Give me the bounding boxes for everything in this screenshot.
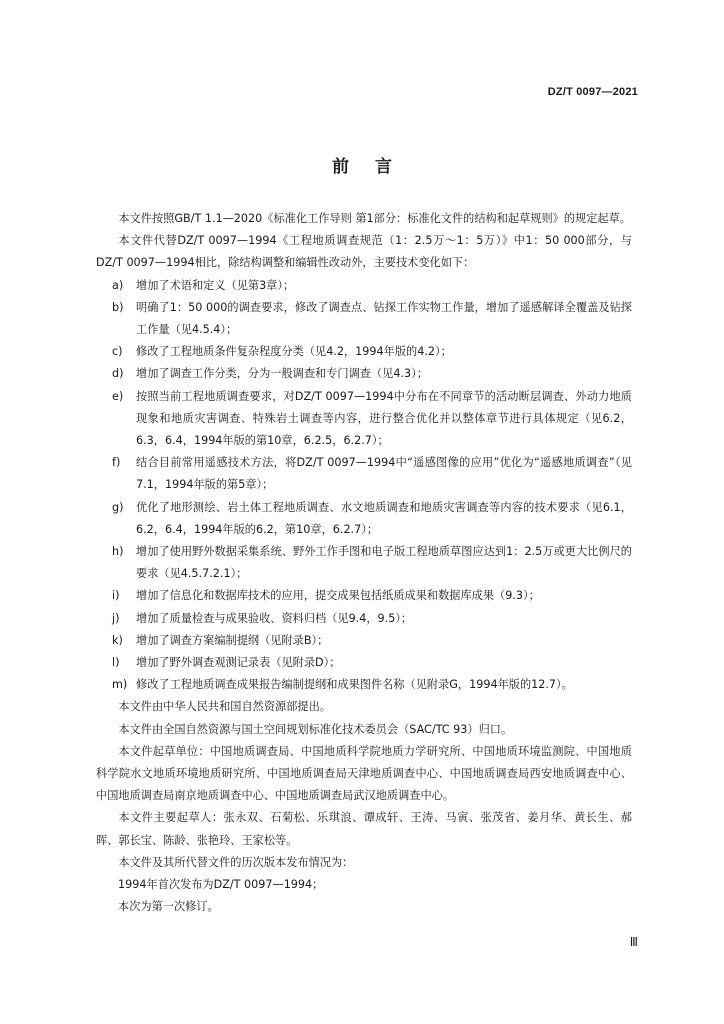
list-item	[96, 275, 632, 297]
list-item-text: 增加了调查方案编制提纲（见附录B）；	[136, 633, 329, 647]
proposer-paragraph: 本文件由中华人民共和国自然资源部提出。	[118, 700, 331, 714]
list-item	[96, 452, 632, 496]
list-item-text: 明确了1：50 000的调查要求，修改了调查点、钻探工作实物工作量，增加了遥感解译全覆盖及钻探工作量（见4.5.4）；	[136, 300, 632, 337]
intro-paragraph: 本文件按照GB/T 1.1—2020《标准化工作导则 第1部分：标准化文件的结构和起草规则》的规定起草。	[118, 212, 631, 225]
list-item	[96, 497, 632, 541]
list-item	[96, 386, 632, 453]
changes-list	[96, 275, 632, 697]
list-item-text: 优化了地形测绘、岩土体工程地质调查、水文地质调查和地质灾害调查等内容的技术要求（见6.1，6.2，6.4，1994年版的6.2，第10章，6.2.7）；	[136, 500, 632, 536]
replace-paragraph: 本文件代替DZ/T 0097—1994《工程地质调查规范（1：2.5万～1：5万）》中1：50 000部分，与DZ/T 0097—1994相比，除结构调整和编辑性改动外，主要技术变化如下：	[96, 234, 632, 270]
list-item	[96, 297, 632, 341]
list-item-text: 增加了调查工作分类，分为一般调查和专门调查（见4.3）；	[136, 367, 428, 381]
list-item-label: c)	[112, 345, 123, 359]
list-item-text: 按照当前工程地质调查要求，对DZ/T 0097—1994中分布在不同章节的活动断层调查、外动力地质现象和地质灾害调查、特殊岩土调查等内容，进行整合优化并以整体章节进行具体规定（见6.2，6.3，6.4，1994年版的第10章，6.2.5，6.2.7）；	[136, 389, 632, 448]
list-item	[96, 585, 632, 607]
history-item: 1994年首次发布为DZ/T 0097—1994；	[118, 878, 324, 892]
foreword-body	[96, 208, 632, 919]
list-item-text: 修改了工程地质条件复杂程度分类（见4.2，1994年版的4.2）；	[136, 345, 452, 359]
list-item-text: 增加了质量检查与成果验收、资料归档（见9.4，9.5）；	[136, 611, 413, 625]
drafting-units-paragraph: 本文件起草单位：中国地质调查局、中国地质科学院地质力学研究所、中国地质环境监测院、中国地质科学院水文地质环境地质研究所、中国地质调查局天津地质调查中心、中国地质调查局西安地质调查中心、中国地质调查局南京地质调查中心、中国地质调查局武汉地质调查中心。	[96, 744, 632, 803]
list-item-text: 增加了术语和定义（见第3章）；	[136, 278, 295, 292]
list-item-text: 修改了工程地质调查成果报告编制提纲和成果图件名称（见附录G，1994年版的12.7）。	[136, 678, 573, 692]
list-item-label: h)	[112, 545, 124, 559]
standard-code: DZ/T 0097—2021	[547, 86, 638, 98]
page-number: Ⅲ	[629, 935, 638, 949]
list-item	[96, 608, 632, 630]
list-item-label: a)	[112, 278, 124, 292]
list-item	[96, 341, 632, 363]
list-item	[96, 541, 632, 585]
list-item-label: f)	[112, 456, 121, 470]
list-item	[96, 630, 632, 652]
list-item-text: 增加了使用野外数据采集系统、野外工作手图和电子版工程地质草图应达到1：2.5万或更大比例尺的要求（见4.5.7.2.1）；	[136, 545, 632, 581]
list-item-label: d)	[112, 367, 124, 381]
list-item-text: 结合目前常用遥感技术方法，将DZ/T 0097—1994中“遥感图像的应用”优化为“遥感地质调查”（见7.1，1994年版的第5章）；	[136, 456, 632, 492]
list-item-label: l)	[112, 656, 120, 670]
list-item	[96, 674, 632, 696]
list-item-label: m)	[112, 678, 128, 692]
list-item-label: e)	[112, 389, 124, 403]
list-item	[96, 363, 632, 385]
list-item-label: k)	[112, 633, 123, 647]
committee-paragraph: 本文件由全国自然资源与国土空间规划标准化技术委员会（SAC/TC 93）归口。	[118, 722, 513, 736]
page-title: 前言	[332, 157, 418, 177]
list-item-label: j)	[112, 611, 120, 625]
list-item-text: 增加了信息化和数据库技术的应用，提交成果包括纸质成果和数据库成果（9.3）；	[136, 589, 540, 603]
list-item	[96, 652, 632, 674]
list-item-label: b)	[112, 300, 124, 314]
history-intro: 本文件及其所代替文件的历次版本发布情况为：	[118, 855, 354, 869]
list-item-label: g)	[112, 500, 124, 514]
history-item: 本次为第一次修订。	[118, 900, 219, 914]
list-item-text: 增加了野外调查观测记录表（见附录D）；	[136, 656, 341, 670]
drafters-paragraph: 本文件主要起草人：张永双、石菊松、乐琪浪、谭成轩、王涛、马寅、张茂省、姜月华、黄长生、郝晖、郭长宝、陈龄、张艳玲、王家松等。	[96, 811, 632, 847]
list-item-label: i)	[112, 589, 120, 603]
